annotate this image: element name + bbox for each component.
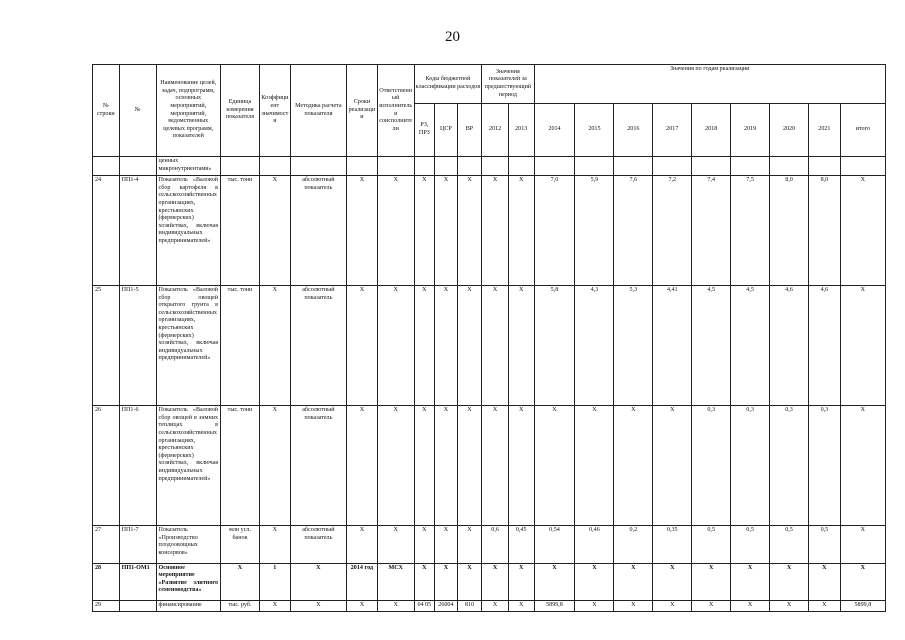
cell-coef: Х: [259, 286, 290, 406]
cell-2018: Х: [692, 563, 731, 600]
cell-2015: Х: [575, 563, 614, 600]
cell-num: ПП1-6: [119, 406, 156, 526]
cell-2013: Х: [508, 563, 534, 600]
header-method: Методика расчета показателя: [290, 65, 346, 157]
table-row: [93, 406, 886, 526]
cell-2012: Х: [482, 176, 509, 286]
cell-total: 5899,8: [840, 600, 885, 611]
cell-2018: 0,5: [692, 526, 731, 563]
cell-2015: Х: [575, 600, 614, 611]
cell-2018: 4,5: [692, 286, 731, 406]
cell-row-num: 27: [93, 526, 120, 563]
table-row: [93, 563, 886, 600]
cell-2012: Х: [482, 563, 509, 600]
cell-2021: 8,0: [809, 176, 841, 286]
cell-rz: Х: [414, 286, 434, 406]
cell-row-num: 26: [93, 406, 120, 526]
cell-coef: Х: [259, 526, 290, 563]
cell-row-num: 28: [93, 563, 120, 600]
cell-row-num: 29: [93, 600, 120, 611]
cell-2019: 0,5: [731, 526, 770, 563]
cell-2015: 0,46: [575, 526, 614, 563]
cell-method: абсолютный показатель: [290, 406, 346, 526]
cell-vr: Х: [457, 526, 482, 563]
header-unit: Единица измерения показателя: [221, 65, 260, 157]
cell-2020: 0,3: [770, 406, 809, 526]
cell-2020: 4,6: [770, 286, 809, 406]
cell-csr: Х: [435, 526, 458, 563]
cell-coef: Х: [259, 600, 290, 611]
cell-2019: Х: [731, 600, 770, 611]
header-coef: Коэффициент значимости: [259, 65, 290, 157]
header-prev: Значения показателей за предшествующий период: [482, 65, 534, 104]
cell-total: Х: [840, 406, 885, 526]
cell-name: Основное мероприятие «Развитие элитного семеноводства»: [156, 563, 221, 600]
cell-2015: Х: [575, 406, 614, 526]
cell-coef: Х: [259, 176, 290, 286]
cell-2019: Х: [731, 563, 770, 600]
cell-2016: 5,3: [614, 286, 653, 406]
cell-2016: Х: [614, 563, 653, 600]
cell-resp: МСХ: [377, 563, 414, 600]
cell-rz: Х: [414, 563, 434, 600]
cell-2021: Х: [809, 600, 841, 611]
cell-terms: 2014 год: [347, 563, 378, 600]
cell-csr: Х: [435, 563, 458, 600]
cell-row-num: 24: [93, 176, 120, 286]
cell-2019: 0,3: [731, 406, 770, 526]
cell-name: финансирование: [156, 600, 221, 611]
cell-2012: Х: [482, 286, 509, 406]
cell-2015: 5,9: [575, 176, 614, 286]
cell-terms: Х: [347, 286, 378, 406]
cell-total: Х: [840, 526, 885, 563]
cell-rz: Х: [414, 176, 434, 286]
cell-num: ПП1-5: [119, 286, 156, 406]
header-2014: 2014: [534, 104, 575, 157]
cell-num: ПП1-7: [119, 526, 156, 563]
header-2021: 2021: [809, 104, 841, 157]
header-2018: 2018: [692, 104, 731, 157]
cell-2014: Х: [534, 406, 575, 526]
cell-2014: 5899,8: [534, 600, 575, 611]
cell-vr: Х: [457, 176, 482, 286]
indicators-table: [92, 64, 886, 612]
header-resp: Ответственный исполнитель и соисполнители: [377, 65, 414, 157]
header-2019: 2019: [731, 104, 770, 157]
cell-resp: Х: [377, 406, 414, 526]
cell-method: абсолютный показатель: [290, 176, 346, 286]
cell-method: абсолютный показатель: [290, 286, 346, 406]
cell-num: [119, 600, 156, 611]
cell-2017: Х: [653, 600, 692, 611]
cell-csr: Х: [435, 286, 458, 406]
cell-name: Показатель «Валовой сбор овощей в зимних теплицах в сельскохозяйственных организациях, крестьянских (фермерских) хозяйствах, включая индивидуальных предпринимателей»: [156, 406, 221, 526]
header-csr: ЦСР: [435, 104, 458, 157]
cell-2013: Х: [508, 406, 534, 526]
cell-unit: тыс. руб.: [221, 600, 260, 611]
cell-2012: 0,6: [482, 526, 509, 563]
cell-num: ПП1-4: [119, 176, 156, 286]
cell-total: Х: [840, 286, 885, 406]
cell-2018: 7,4: [692, 176, 731, 286]
cell-coef: 1: [259, 563, 290, 600]
cell-terms: Х: [347, 176, 378, 286]
cell-vr: 810: [457, 600, 482, 611]
cell-resp: Х: [377, 600, 414, 611]
cell-2017: 4,41: [653, 286, 692, 406]
cell-2017: Х: [653, 563, 692, 600]
table-row: [93, 176, 886, 286]
cell-vr: Х: [457, 286, 482, 406]
cell-2020: 0,5: [770, 526, 809, 563]
header-terms: Сроки реализации: [347, 65, 378, 157]
cell-unit: Х: [221, 563, 260, 600]
cell-2016: 0,2: [614, 526, 653, 563]
cell-2017: Х: [653, 406, 692, 526]
cell-2021: 0,3: [809, 406, 841, 526]
cell-2015: 4,3: [575, 286, 614, 406]
cell-2017: 0,35: [653, 526, 692, 563]
header-2012: 2012: [482, 104, 509, 157]
header-2016: 2016: [614, 104, 653, 157]
cell-2021: 0,5: [809, 526, 841, 563]
header-name: Наименование целей, задач, подпрограмм, основных мероприятий, мероприятий, ведомственных целевых программ, показателей: [156, 65, 221, 157]
cell-total: Х: [840, 176, 885, 286]
cell-coef: Х: [259, 406, 290, 526]
cell-unit: тыс. тонн: [221, 176, 260, 286]
header-row-num: № строки: [93, 65, 120, 157]
header-2017: 2017: [653, 104, 692, 157]
cell-2014: 7,0: [534, 176, 575, 286]
cell-csr: 26004: [435, 600, 458, 611]
page-number: 20: [445, 29, 460, 45]
cell-2018: Х: [692, 600, 731, 611]
cell-csr: Х: [435, 406, 458, 526]
cell-2020: 8,0: [770, 176, 809, 286]
header-2015: 2015: [575, 104, 614, 157]
cell-2013: Х: [508, 286, 534, 406]
cell-num: ПП1-ОМ1: [119, 563, 156, 600]
cell-2019: 7,5: [731, 176, 770, 286]
table-row: [93, 600, 886, 611]
cell-2020: Х: [770, 600, 809, 611]
cell-terms: Х: [347, 406, 378, 526]
cell-2013: Х: [508, 176, 534, 286]
cell-terms: Х: [347, 600, 378, 611]
cell-2014: Х: [534, 563, 575, 600]
cell-2020: Х: [770, 563, 809, 600]
cell-unit: тыс. тонн: [221, 286, 260, 406]
cell-2014: 0,54: [534, 526, 575, 563]
cell-rz: 04 05: [414, 600, 434, 611]
header-codes: Коды бюджетной классификации расходов: [414, 65, 482, 104]
cell-method: Х: [290, 600, 346, 611]
continuation-text: ценных микронутриентами»: [156, 157, 221, 176]
cell-2017: 7,2: [653, 176, 692, 286]
cell-method: абсолютный показатель: [290, 526, 346, 563]
cell-vr: Х: [457, 563, 482, 600]
header-2013: 2013: [508, 104, 534, 157]
cell-2012: Х: [482, 600, 509, 611]
cell-2014: 5,8: [534, 286, 575, 406]
continuation-row: [93, 157, 886, 176]
cell-2016: Х: [614, 600, 653, 611]
header-rz: РЗ, ПРЗ: [414, 104, 434, 157]
cell-2016: 7,6: [614, 176, 653, 286]
cell-csr: Х: [435, 176, 458, 286]
cell-unit: тыс. тонн: [221, 406, 260, 526]
cell-name: Показатель «Валовой сбор овощей открытого грунта в сельскохозяйственных организациях, крестьянских (фермерских) хозяйствах, включая индивидуальных предпринимателей»: [156, 286, 221, 406]
cell-2013: 0,45: [508, 526, 534, 563]
cell-vr: Х: [457, 406, 482, 526]
table-header-row: [93, 65, 886, 104]
header-num: №: [119, 65, 156, 157]
cell-name: Показатель «Производство плодоовощных консервов»: [156, 526, 221, 563]
cell-rz: Х: [414, 406, 434, 526]
cell-2021: Х: [809, 563, 841, 600]
cell-2012: Х: [482, 406, 509, 526]
cell-total: Х: [840, 563, 885, 600]
cell-name: Показатель «Валовой сбор картофеля в сельскохозяйственных организациях, крестьянских (фермерских) хозяйствах, включая индивидуальных предпринимателей»: [156, 176, 221, 286]
cell-2013: Х: [508, 600, 534, 611]
cell-method: Х: [290, 563, 346, 600]
cell-resp: Х: [377, 286, 414, 406]
header-years: Значения по годам реализации: [534, 65, 886, 104]
header-total: итого: [840, 104, 885, 157]
cell-rz: Х: [414, 526, 434, 563]
cell-unit: млн усл. банок: [221, 526, 260, 563]
cell-2019: 4,5: [731, 286, 770, 406]
cell-2021: 4,6: [809, 286, 841, 406]
header-2020: 2020: [770, 104, 809, 157]
cell-2016: Х: [614, 406, 653, 526]
cell-terms: Х: [347, 526, 378, 563]
cell-resp: Х: [377, 526, 414, 563]
cell-2018: 0,3: [692, 406, 731, 526]
cell-row-num: 25: [93, 286, 120, 406]
header-vr: ВР: [457, 104, 482, 157]
cell-resp: Х: [377, 176, 414, 286]
table-row: [93, 286, 886, 406]
table-row: [93, 526, 886, 563]
